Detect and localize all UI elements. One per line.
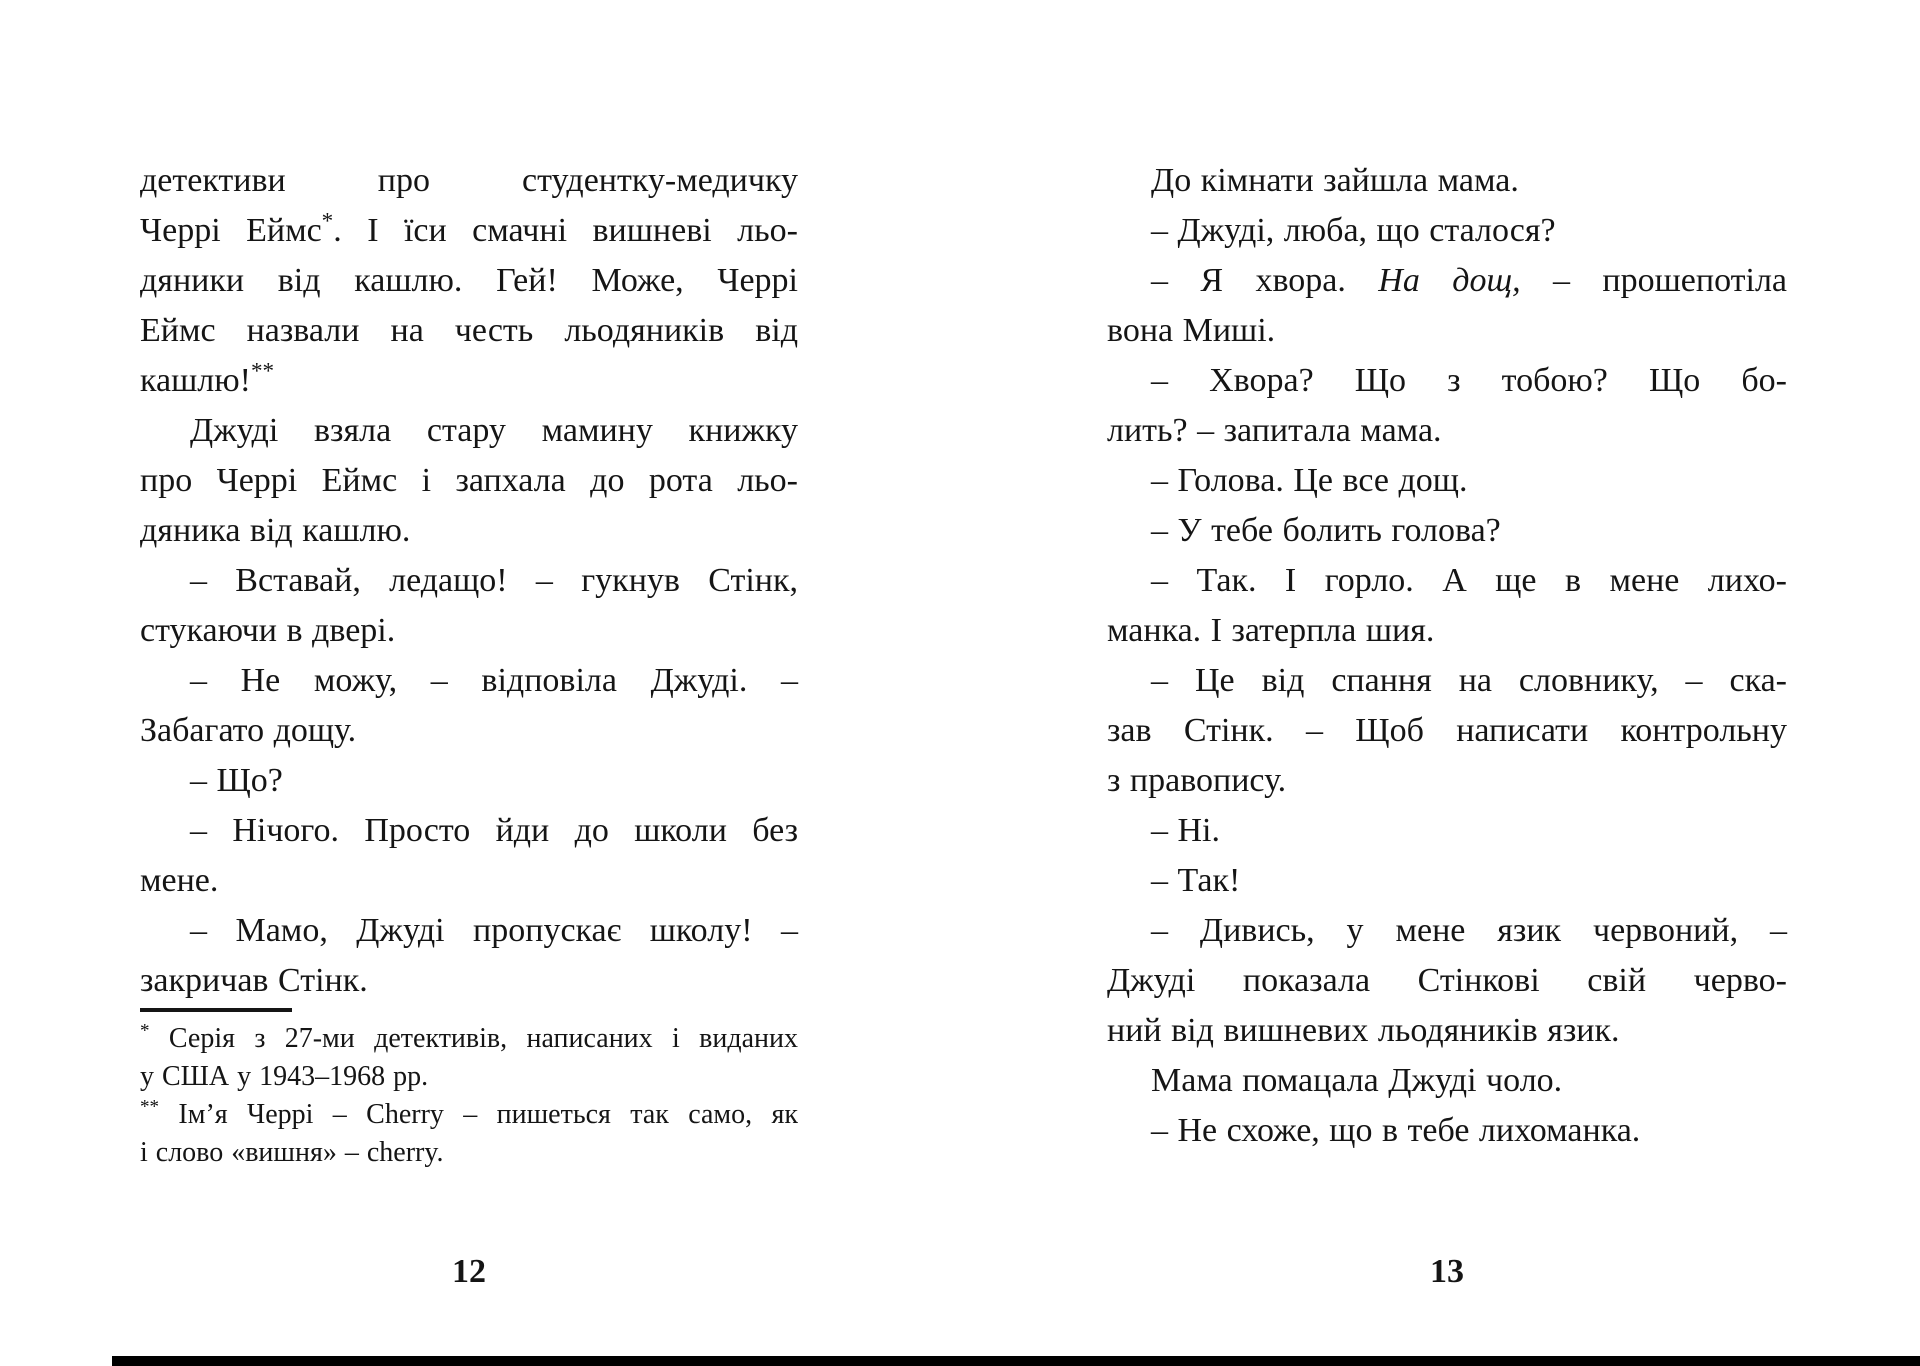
- text-segment: дяника від кашлю.: [140, 512, 411, 549]
- text-segment: у США у 1943–1968 рр.: [140, 1061, 429, 1092]
- text-line: [140, 606, 798, 656]
- text-line: [1107, 156, 1787, 206]
- text-segment: – прошепотіла: [1520, 262, 1788, 299]
- text-segment: – Голова. Це все дощ.: [1151, 462, 1468, 499]
- text-segment: Джуді взяла стару мамину книжку: [190, 412, 798, 449]
- text-segment: – Не можу, – відповіла Джуді. –: [190, 662, 798, 699]
- page-number-right: 13: [1430, 1253, 1464, 1290]
- text-segment: зав Стінк. – Щоб написати контрольну: [1107, 712, 1787, 749]
- scan-edge-bar: [112, 1356, 1920, 1366]
- text-segment: – Дивись, у мене язик червоний, –: [1151, 912, 1787, 949]
- text-line: [1107, 306, 1787, 356]
- text-segment: ний від вишневих льодяників язик.: [1107, 1012, 1620, 1049]
- text-segment: – Не схоже, що в тебе лихоманка.: [1151, 1112, 1641, 1149]
- text-line: [140, 1058, 798, 1096]
- text-segment: мене.: [140, 862, 219, 899]
- text-line: [140, 756, 798, 806]
- left-page-footnote-section: [140, 1008, 798, 1172]
- text-line: [1107, 606, 1787, 656]
- text-segment: Мама помацала Джуді чоло.: [1151, 1062, 1563, 1099]
- text-line: [140, 406, 798, 456]
- text-segment: вона Миші.: [1107, 312, 1276, 349]
- text-segment: – Вставай, ледащо! – гукнув Стінк,: [190, 562, 798, 599]
- text-line: [1107, 906, 1787, 956]
- text-segment: Забагато дощу.: [140, 712, 357, 749]
- italic-segment: На дощ,: [1378, 262, 1521, 299]
- text-segment: – Мамо, Джуді пропускає школу! –: [190, 912, 798, 949]
- text-line: [1107, 356, 1787, 406]
- text-segment: дяники від кашлю. Гей! Може, Черрі: [140, 262, 798, 299]
- text-line: [140, 1096, 798, 1134]
- text-segment: – Це від спання на словнику, – ска-: [1151, 662, 1787, 699]
- text-line: [1107, 456, 1787, 506]
- text-line: [1107, 506, 1787, 556]
- text-segment: закричав Стінк.: [140, 962, 368, 999]
- footnote-marker: *: [321, 208, 334, 235]
- text-line: [1107, 406, 1787, 456]
- text-line: [1107, 806, 1787, 856]
- text-segment: Еймс назвали на честь льодяників від: [140, 312, 798, 349]
- text-line: [140, 456, 798, 506]
- text-segment: – Хвора? Що з тобою? Що бо-: [1151, 362, 1787, 399]
- text-segment: і слово «вишня» – cherry.: [140, 1137, 444, 1168]
- left-page-body: [140, 156, 798, 1006]
- right-page-body: [1107, 156, 1787, 1156]
- text-line: [1107, 706, 1787, 756]
- text-segment: До кімнати зайшла мама.: [1151, 162, 1519, 199]
- text-segment: Джуді показала Стінкові свій черво-: [1107, 962, 1787, 999]
- text-line: [140, 256, 798, 306]
- text-segment: – Так!: [1151, 862, 1241, 899]
- text-line: [140, 156, 798, 206]
- text-line: [140, 206, 798, 256]
- footnote-marker: *: [140, 1020, 150, 1042]
- text-segment: – Ні.: [1151, 812, 1220, 849]
- text-segment: Ім’я Черрі – Cherry – пишеться так само, як: [159, 1099, 798, 1130]
- text-line: [1107, 656, 1787, 706]
- text-line: [1107, 756, 1787, 806]
- text-segment: Черрі Еймс: [140, 212, 322, 249]
- text-line: [140, 556, 798, 606]
- text-line: [1107, 1106, 1787, 1156]
- text-segment: манка. І затерпла шия.: [1107, 612, 1435, 649]
- text-segment: – Так. І горло. А ще в мене лихо-: [1151, 562, 1787, 599]
- text-segment: кашлю!: [140, 362, 251, 399]
- text-line: [1107, 856, 1787, 906]
- text-line: [1107, 206, 1787, 256]
- text-segment: детективи про студентку-медичку: [140, 162, 798, 199]
- text-line: [1107, 556, 1787, 606]
- text-line: [1107, 1056, 1787, 1106]
- text-segment: – Я хвора.: [1151, 262, 1379, 299]
- text-segment: Серія з 27-ми детективів, написаних і виданих: [149, 1023, 798, 1054]
- text-line: [140, 656, 798, 706]
- text-segment: – У тебе болить голова?: [1151, 512, 1501, 549]
- text-line: [140, 856, 798, 906]
- text-line: [140, 706, 798, 756]
- page-number-left: 12: [452, 1253, 486, 1290]
- text-segment: з правопису.: [1107, 762, 1287, 799]
- footnote-marker: **: [140, 1096, 160, 1118]
- text-line: [140, 906, 798, 956]
- text-segment: про Черрі Еймс і запхала до рота льо-: [140, 462, 798, 499]
- text-line: [140, 1134, 798, 1172]
- footnote-rule: [140, 1008, 292, 1012]
- text-line: [1107, 256, 1787, 306]
- text-line: [140, 1020, 798, 1058]
- text-segment: лить? – запитала мама.: [1107, 412, 1442, 449]
- footnote-marker: **: [250, 358, 275, 385]
- text-line: [140, 356, 798, 406]
- text-segment: – Що?: [190, 762, 283, 799]
- text-segment: . І їси смачні вишневі льо-: [333, 212, 798, 249]
- text-line: [140, 506, 798, 556]
- text-segment: стукаючи в двері.: [140, 612, 396, 649]
- text-line: [140, 956, 798, 1006]
- text-line: [140, 806, 798, 856]
- text-segment: – Нічого. Просто йди до школи без: [190, 812, 798, 849]
- text-line: [1107, 1006, 1787, 1056]
- left-page-footnotes: [140, 1020, 798, 1172]
- text-line: [140, 306, 798, 356]
- text-segment: – Джуді, люба, що сталося?: [1151, 212, 1556, 249]
- text-line: [1107, 956, 1787, 1006]
